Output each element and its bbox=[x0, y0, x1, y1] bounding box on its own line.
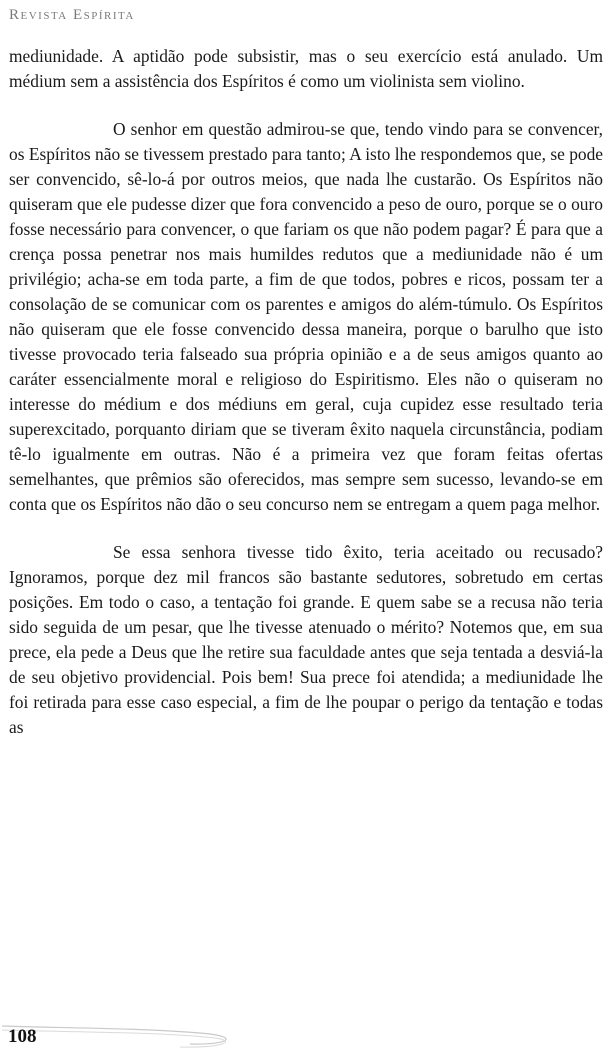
page-number: 108 bbox=[8, 1026, 37, 1047]
running-header: Revista Espírita bbox=[9, 7, 135, 23]
paragraph-3: Se essa senhora tivesse tido êxito, teria aceitado ou recusado? Ignoramos, porque dez mil francos são bastante sedutores, sobretudo em certas posições. Em todo o caso, a tentação foi grande. E quem sabe se a recusa não teria sido seguida de um pesar, que lhe tivesse atenuado o mérito? Notemos que, em sua prece, ela pede a Deus que lhe retire sua faculdade antes que seja tentada a desviá-la de seu objetivo providencial. Pois bem! Sua prece foi atendida; a mediunidade lhe foi retirada para esse caso especial, a fim de lhe poupar o perigo da tentação e todas as bbox=[9, 542, 603, 737]
paragraph-1: mediunidade. A aptidão pode subsistir, mas o seu exercício está anulado. Um médium sem a assistência dos Espíritos é como um violinista sem violino. bbox=[9, 46, 603, 91]
paragraph-2: O senhor em questão admirou-se que, tendo vindo para se convencer, os Espíritos não se tivessem prestado para tanto; A isto lhe respondemos que, se pode ser convencido, sê-lo-á por outros meios, que nada lhe custarão. Os Espíritos não quiseram que ele pudesse dizer que fora convencido a peso de ouro, porque se o ouro fosse necessário para convencer, o que fariam os que não podem pagar? É para que a crença possa penetrar nos mais humildes redutos que a mediunidade não é um privilégio; acha-se em toda parte, a fim de que todos, pobres e ricos, possam ter a consolação de se comunicar com os parentes e amigos do além-túmulo. Os Espíritos não quiseram que ele fosse convencido dessa maneira, porque o barulho que isto tivesse provocado teria falseado sua própria opinião e a de seus amigos quanto ao caráter essencialmente moral e religioso do Espiritismo. Eles não o quiseram no interesse do médium e dos médiuns em geral, cuja cupidez esse resultado teria superexcitado, porquanto diriam que se tiveram êxito naquela circunstância, podiam tê-lo igualmente em outras. Não é a primeira vez que foram feitas ofertas semelhantes, que prêmios são oferecidos, mas sempre sem sucesso, levando-se em conta que os Espíritos não dão o seu concurso nem se entregam a quem paga melhor. bbox=[9, 119, 603, 514]
footer-swoosh-ornament bbox=[0, 1018, 260, 1052]
body-text bbox=[9, 44, 603, 763]
